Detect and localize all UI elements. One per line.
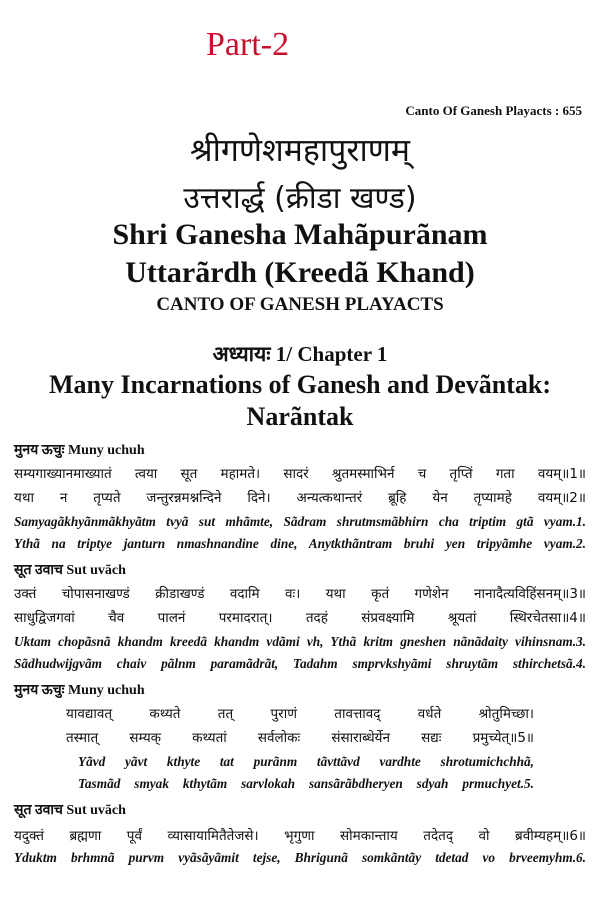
title-english: Shri Ganesha Mahãpurãnam: [112, 218, 488, 251]
transliteration-line: Sãdhudwijgvãm chaiv pãlnm paramãdrãt, Tadahm smprvkshyãmi shruytãm sthirchetsã.4.: [14, 656, 586, 671]
sanskrit-verse: यावद्यावत् कथ्यते तत् पुराणं तावत्तावद् वर्धते श्रोतुमिच्छा।: [66, 706, 534, 722]
part-label: Part-2: [206, 26, 290, 63]
sanskrit-verse: उक्तं चोपासनाखण्डं क्रीडाखण्डं वदामि वः। यथा कृतं गणेशेन नानादैत्यविहिंसनम्॥3॥: [14, 586, 586, 602]
sanskrit-verse: सम्यगाख्यानमाख्यातं त्वया सूत महामते। सादरं श्रुतमस्माभिर्न च तृप्तिं गता वयम्॥1॥: [14, 466, 586, 482]
speaker-label: मुनय ऊचुः Muny uchuh: [14, 683, 145, 698]
transliteration-line: Yduktm brhmnã purvm vyãsãyãmit tejse, Bhrigunã somkãntãy tdetad vo brveemyhm.6.: [14, 850, 586, 865]
chapter-title-line2: Narãntak: [246, 402, 354, 431]
transliteration-line: Samyagãkhyãnmãkhyãtm tvyã sut mhãmte, Sãdram shrutmsmãbhirn cha triptim gtã vyam.1.: [14, 514, 586, 529]
speaker-label: सूत उवाच Sut uvãch: [14, 803, 126, 818]
sanskrit-verse: तस्मात् सम्यक् कथ्यतां सर्वलोकः संसाराब्धेर्येन सद्यः प्रमुच्येत्॥5॥: [66, 730, 534, 746]
subtitle-sanskrit: उत्तरार्द्ध (क्रीडा खण्ड): [183, 181, 417, 216]
sanskrit-verse: यदुक्तं ब्रह्मणा पूर्वं व्यासायामितैतेजसे। भृगुणा सोमकान्ताय तदेतद् वो ब्रवीम्यहम्॥6॥: [14, 828, 586, 844]
title-sanskrit: श्रीगणेशमहापुराणम्: [189, 131, 411, 169]
sanskrit-verse: यथा न तृप्यते जन्तुरन्नमश्नन्दिने दिने। अन्यत्कथान्तरं ब्रूहि येन तृप्यामहे वयम्॥2॥: [14, 490, 586, 506]
subtitle-english: Uttarãrdh (Kreedã Khand): [125, 256, 475, 289]
sanskrit-verse: साधुद्विजगवां चैव पालनं परमादरात्। तदहं संप्रवक्ष्यामि श्रूयतां स्थिरचेतसा॥4॥: [14, 610, 586, 626]
transliteration-line: Uktam chopãsnã khandm kreedã khandm vdãmi vh, Ythã kritm gneshen nãnãdaity vihinsnam.3.: [14, 634, 586, 649]
transliteration-line: Tasmãd smyak kthytãm sarvlokah sansãrãbdheryen sdyah prmuchyet.5.: [78, 776, 534, 791]
speaker-label: मुनय ऊचुः Muny uchuh: [14, 443, 145, 458]
transliteration-line: Ythã na triptye janturn nmashnandine dine, Anytkthãntram bruhi yen tripyãmhe vyam.2.: [14, 536, 586, 551]
chapter-heading: अध्यायः 1/ Chapter 1: [212, 342, 388, 366]
speaker-label: सूत उवाच Sut uvãch: [14, 563, 126, 578]
transliteration-line: Yãvd yãvt kthyte tat purãnm tãvttãvd vardhte shrotumichchhã,: [78, 754, 534, 769]
canto-heading: CANTO OF GANESH PLAYACTS: [156, 294, 444, 315]
chapter-title-line1: Many Incarnations of Ganesh and Devãntak:: [48, 370, 551, 399]
running-head: Canto Of Ganesh Playacts : 655: [405, 103, 582, 118]
